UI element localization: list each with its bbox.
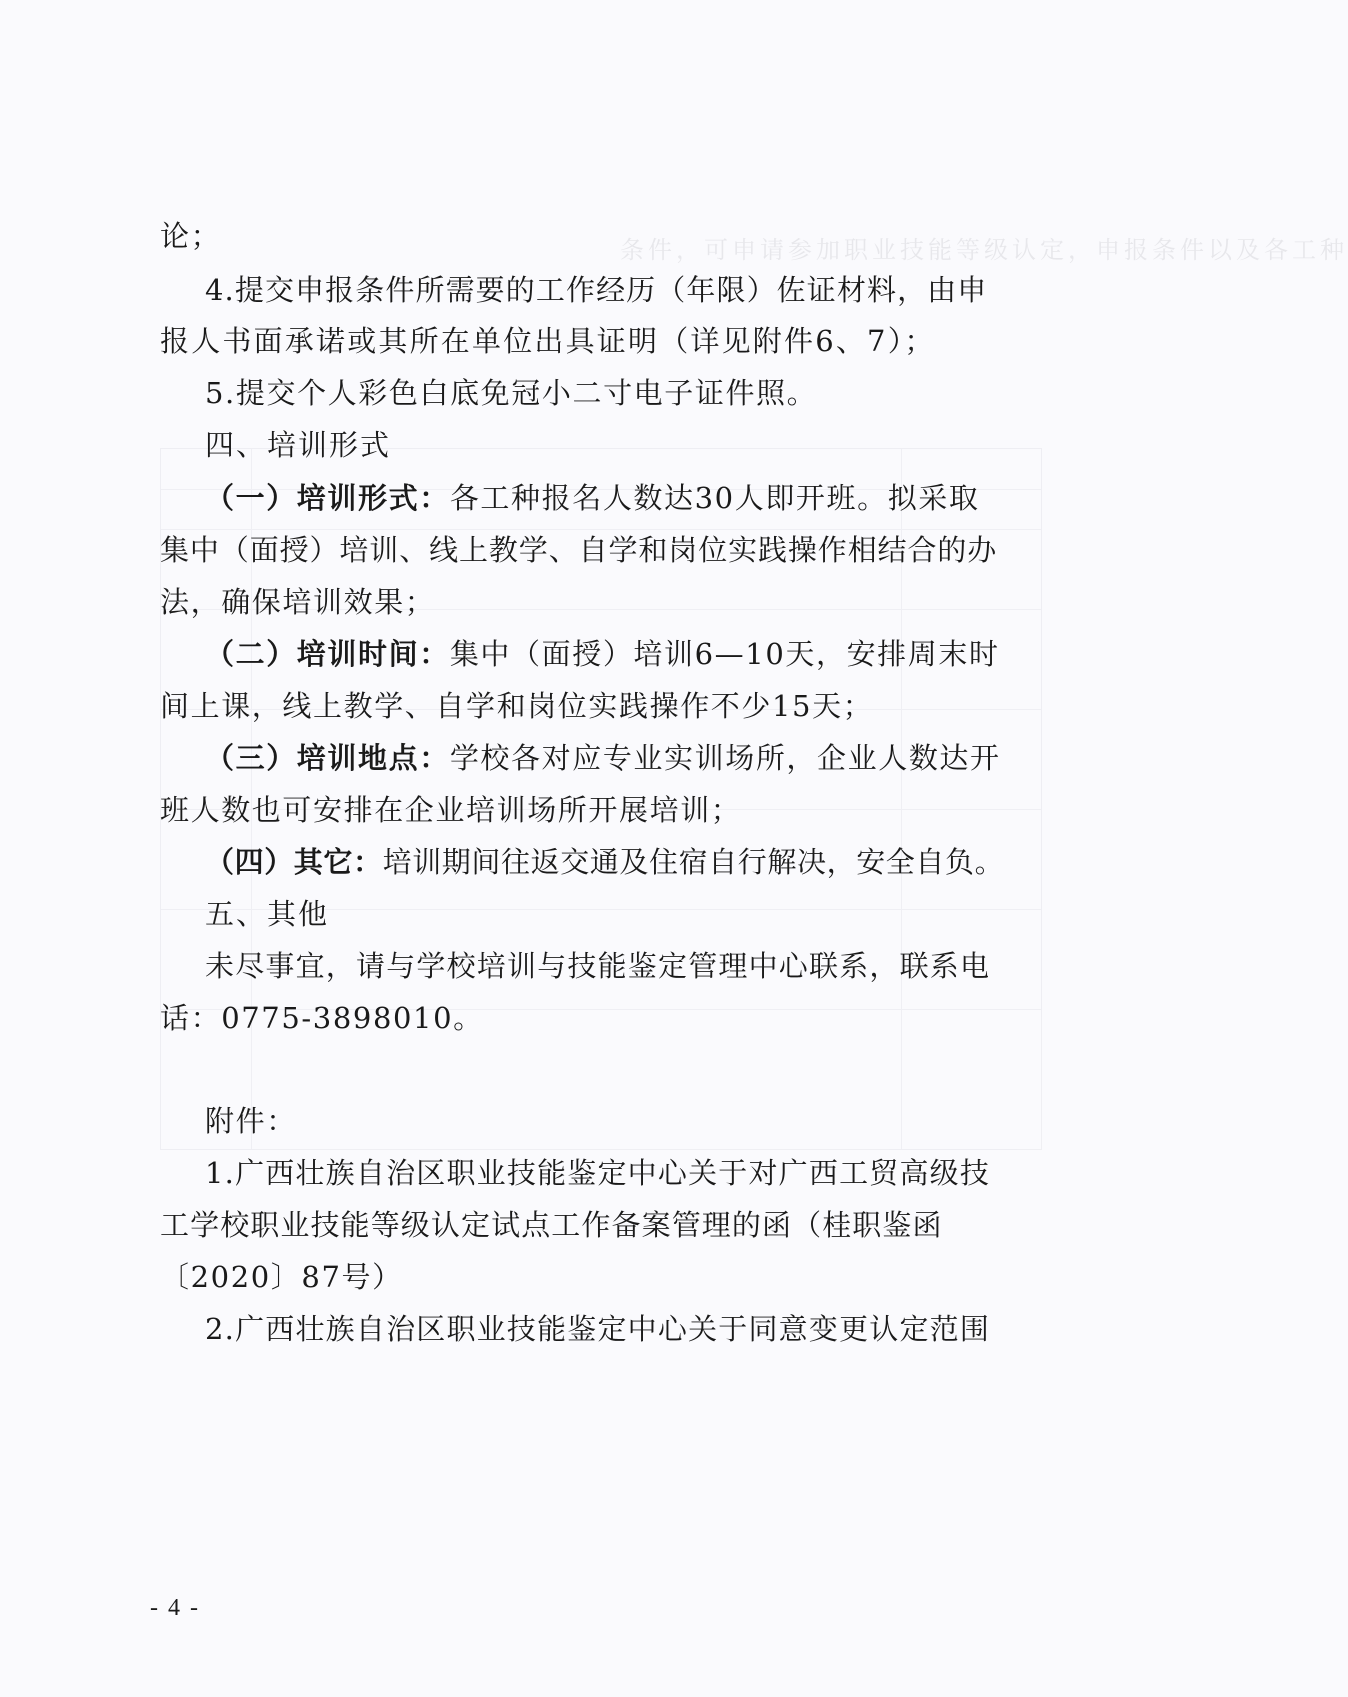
- training-location-line-2: 班人数也可安排在企业培训场所开展培训；: [160, 793, 742, 827]
- item-5-line: 5.提交个人彩色白底免冠小二寸电子证件照。: [205, 376, 818, 410]
- attachment-1-line-1: 1.广西壮族自治区职业技能鉴定中心关于对广西工贸高级技: [205, 1156, 991, 1190]
- section-5-heading: 五、其他: [205, 897, 330, 931]
- contact-line-1: 未尽事宜，请与学校培训与技能鉴定管理中心联系，联系电: [205, 949, 991, 983]
- training-form-text: 各工种报名人数达30人即开班。拟采取: [449, 481, 980, 515]
- attachment-1-line-2: 工学校职业技能等级认定试点工作备案管理的函（桂职鉴函: [160, 1208, 943, 1242]
- attachment-2-line-1: 2.广西壮族自治区职业技能鉴定中心关于同意变更认定范围: [205, 1312, 991, 1346]
- training-time-text: 集中（面授）培训6—10天，安排周末时: [449, 637, 1000, 671]
- training-location-line-1: [205, 738, 1105, 778]
- training-time-line-1: [205, 634, 1105, 674]
- item-4-line-2: 报人书面承诺或其所在单位出具证明（详见附件6、7）；: [160, 324, 936, 358]
- training-other-text: 培训期间往返交通及住宿自行解决，安全自负。: [382, 845, 1005, 879]
- bleed-through-text: 条件，可申请参加职业技能等级认定，申报条件以及各工种: [620, 236, 1348, 264]
- page-number: - 4 -: [150, 1595, 200, 1621]
- training-form-line-3: 法，确保培训效果；: [160, 585, 436, 619]
- training-location-text: 学校各对应专业实训场所，企业人数达开: [449, 741, 1001, 775]
- training-location-label: （三）培训地点：: [205, 741, 450, 775]
- contact-line-2: 话：0775-3898010。: [160, 1001, 484, 1035]
- attachments-title: 附件：: [205, 1104, 297, 1138]
- item-4-text: 4.提交申报条件所需要的工作经历（年限）佐证材料，由申: [205, 273, 988, 307]
- training-form-line-1: [205, 478, 1105, 518]
- training-form-label: （一）培训形式：: [205, 481, 450, 515]
- training-time-line-2: 间上课，线上教学、自学和岗位实践操作不少15天；: [160, 689, 874, 723]
- training-form-line-2: 集中（面授）培训、线上教学、自学和岗位实践操作相结合的办: [160, 533, 998, 567]
- section-4-heading: 四、培训形式: [205, 428, 392, 462]
- training-other-line: [205, 842, 1105, 882]
- attachment-1-line-3: 〔2020〕87号）: [160, 1260, 403, 1294]
- item-4-line-1: [205, 270, 988, 310]
- training-other-label: （四）其它：: [205, 845, 383, 879]
- training-time-label: （二）培训时间：: [205, 637, 450, 671]
- text-line-1: 论；: [160, 219, 222, 253]
